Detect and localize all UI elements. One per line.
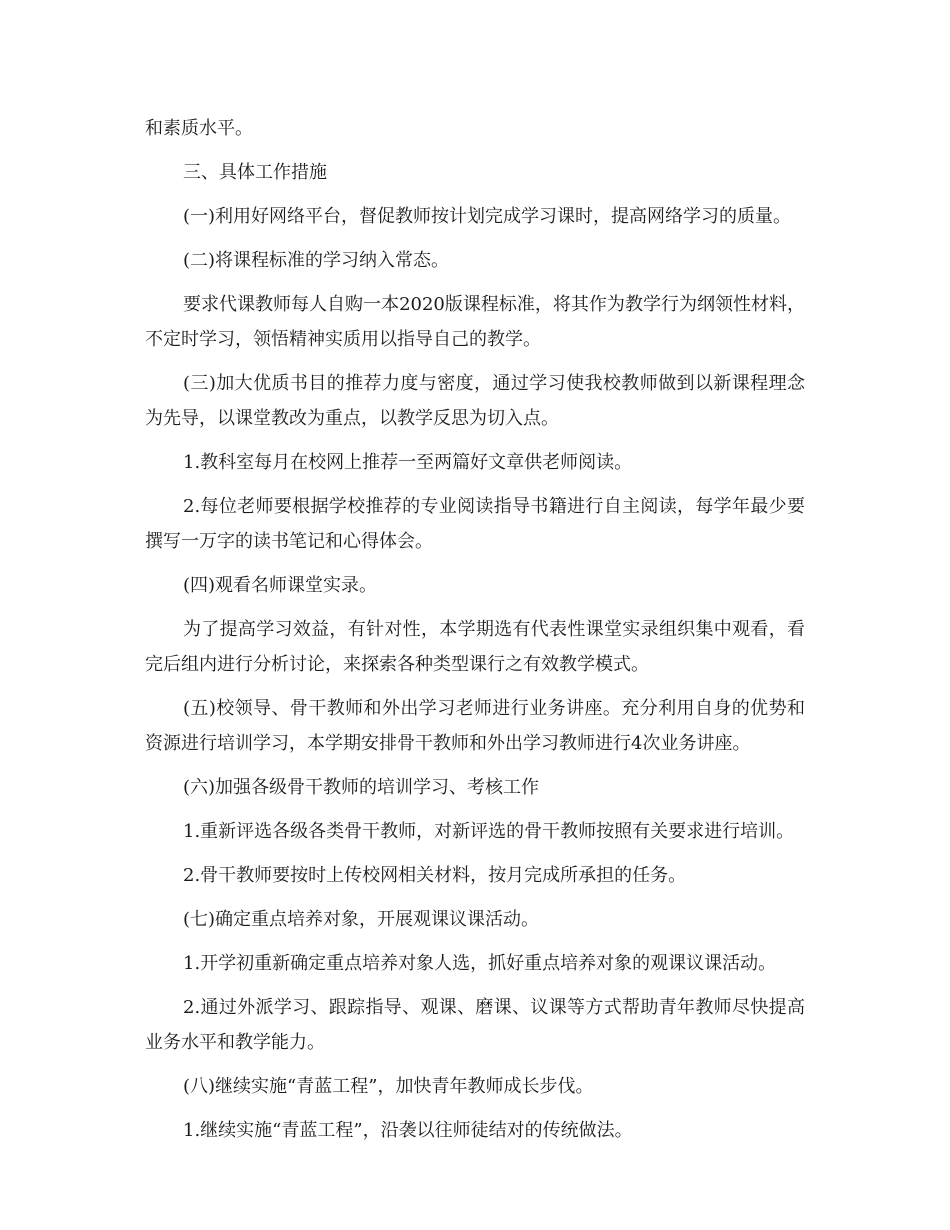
paragraph: 要求代课教师每人自购一本2020版课程标准，将其作为教学行为纲领性材料，不定时学习，领悟精神实质用以指导自己的教学。 [145,294,805,350]
paragraph: 1.教科室每月在校网上推荐一至两篇好文章供老师阅读。 [183,452,633,473]
paragraph: (五)校领导、骨干教师和外出学习老师进行业务讲座。充分利用自身的优势和资源进行培训学习，本学期安排骨干教师和外出学习教师进行4次业务讲座。 [145,698,805,754]
paragraph: 为了提高学习效益，有针对性，本学期选有代表性课堂实录组织集中观看，看完后组内进行分析讨论，来探索各种类型课行之有效教学模式。 [145,619,805,675]
section-heading: 三、具体工作措施 [183,162,327,183]
paragraph: 1.重新评选各级各类骨干教师，对新评选的骨干教师按照有关要求进行培训。 [183,821,795,842]
paragraph: (六)加强各级骨干教师的培训学习、考核工作 [183,777,540,798]
paragraph: (一)利用好网络平台，督促教师按计划完成学习课时，提高网络学习的质量。 [183,206,792,227]
document-body [145,111,805,1157]
paragraph: 1.继续实施“青蓝工程”，沿袭以往师徒结对的传统做法。 [183,1120,633,1141]
paragraph: 1.开学初重新确定重点培养对象人选，抓好重点培养对象的观课议课活动。 [183,953,777,974]
paragraph: 和素质水平。 [145,118,253,139]
paragraph: (三)加大优质书目的推荐力度与密度，通过学习使我校教师做到以新课程理念为先导，以课堂教改为重点，以教学反思为切入点。 [145,373,805,429]
paragraph: (七)确定重点培养对象，开展观课议课活动。 [183,909,540,930]
paragraph: 2.每位老师要根据学校推荐的专业阅读指导书籍进行自主阅读，每学年最少要撰写一万字的读书笔记和心得体会。 [145,496,805,552]
paragraph: 2.骨干教师要按时上传校网相关材料，按月完成所承担的任务。 [183,865,687,886]
paragraph: (二)将课程标准的学习纳入常态。 [183,250,450,271]
paragraph: (八)继续实施“青蓝工程”，加快青年教师成长步伐。 [183,1076,594,1097]
paragraph: (四)观看名师课堂实录。 [183,575,378,596]
paragraph: 2.通过外派学习、跟踪指导、观课、磨课、议课等方式帮助青年教师尽快提高业务水平和教学能力。 [145,997,805,1053]
